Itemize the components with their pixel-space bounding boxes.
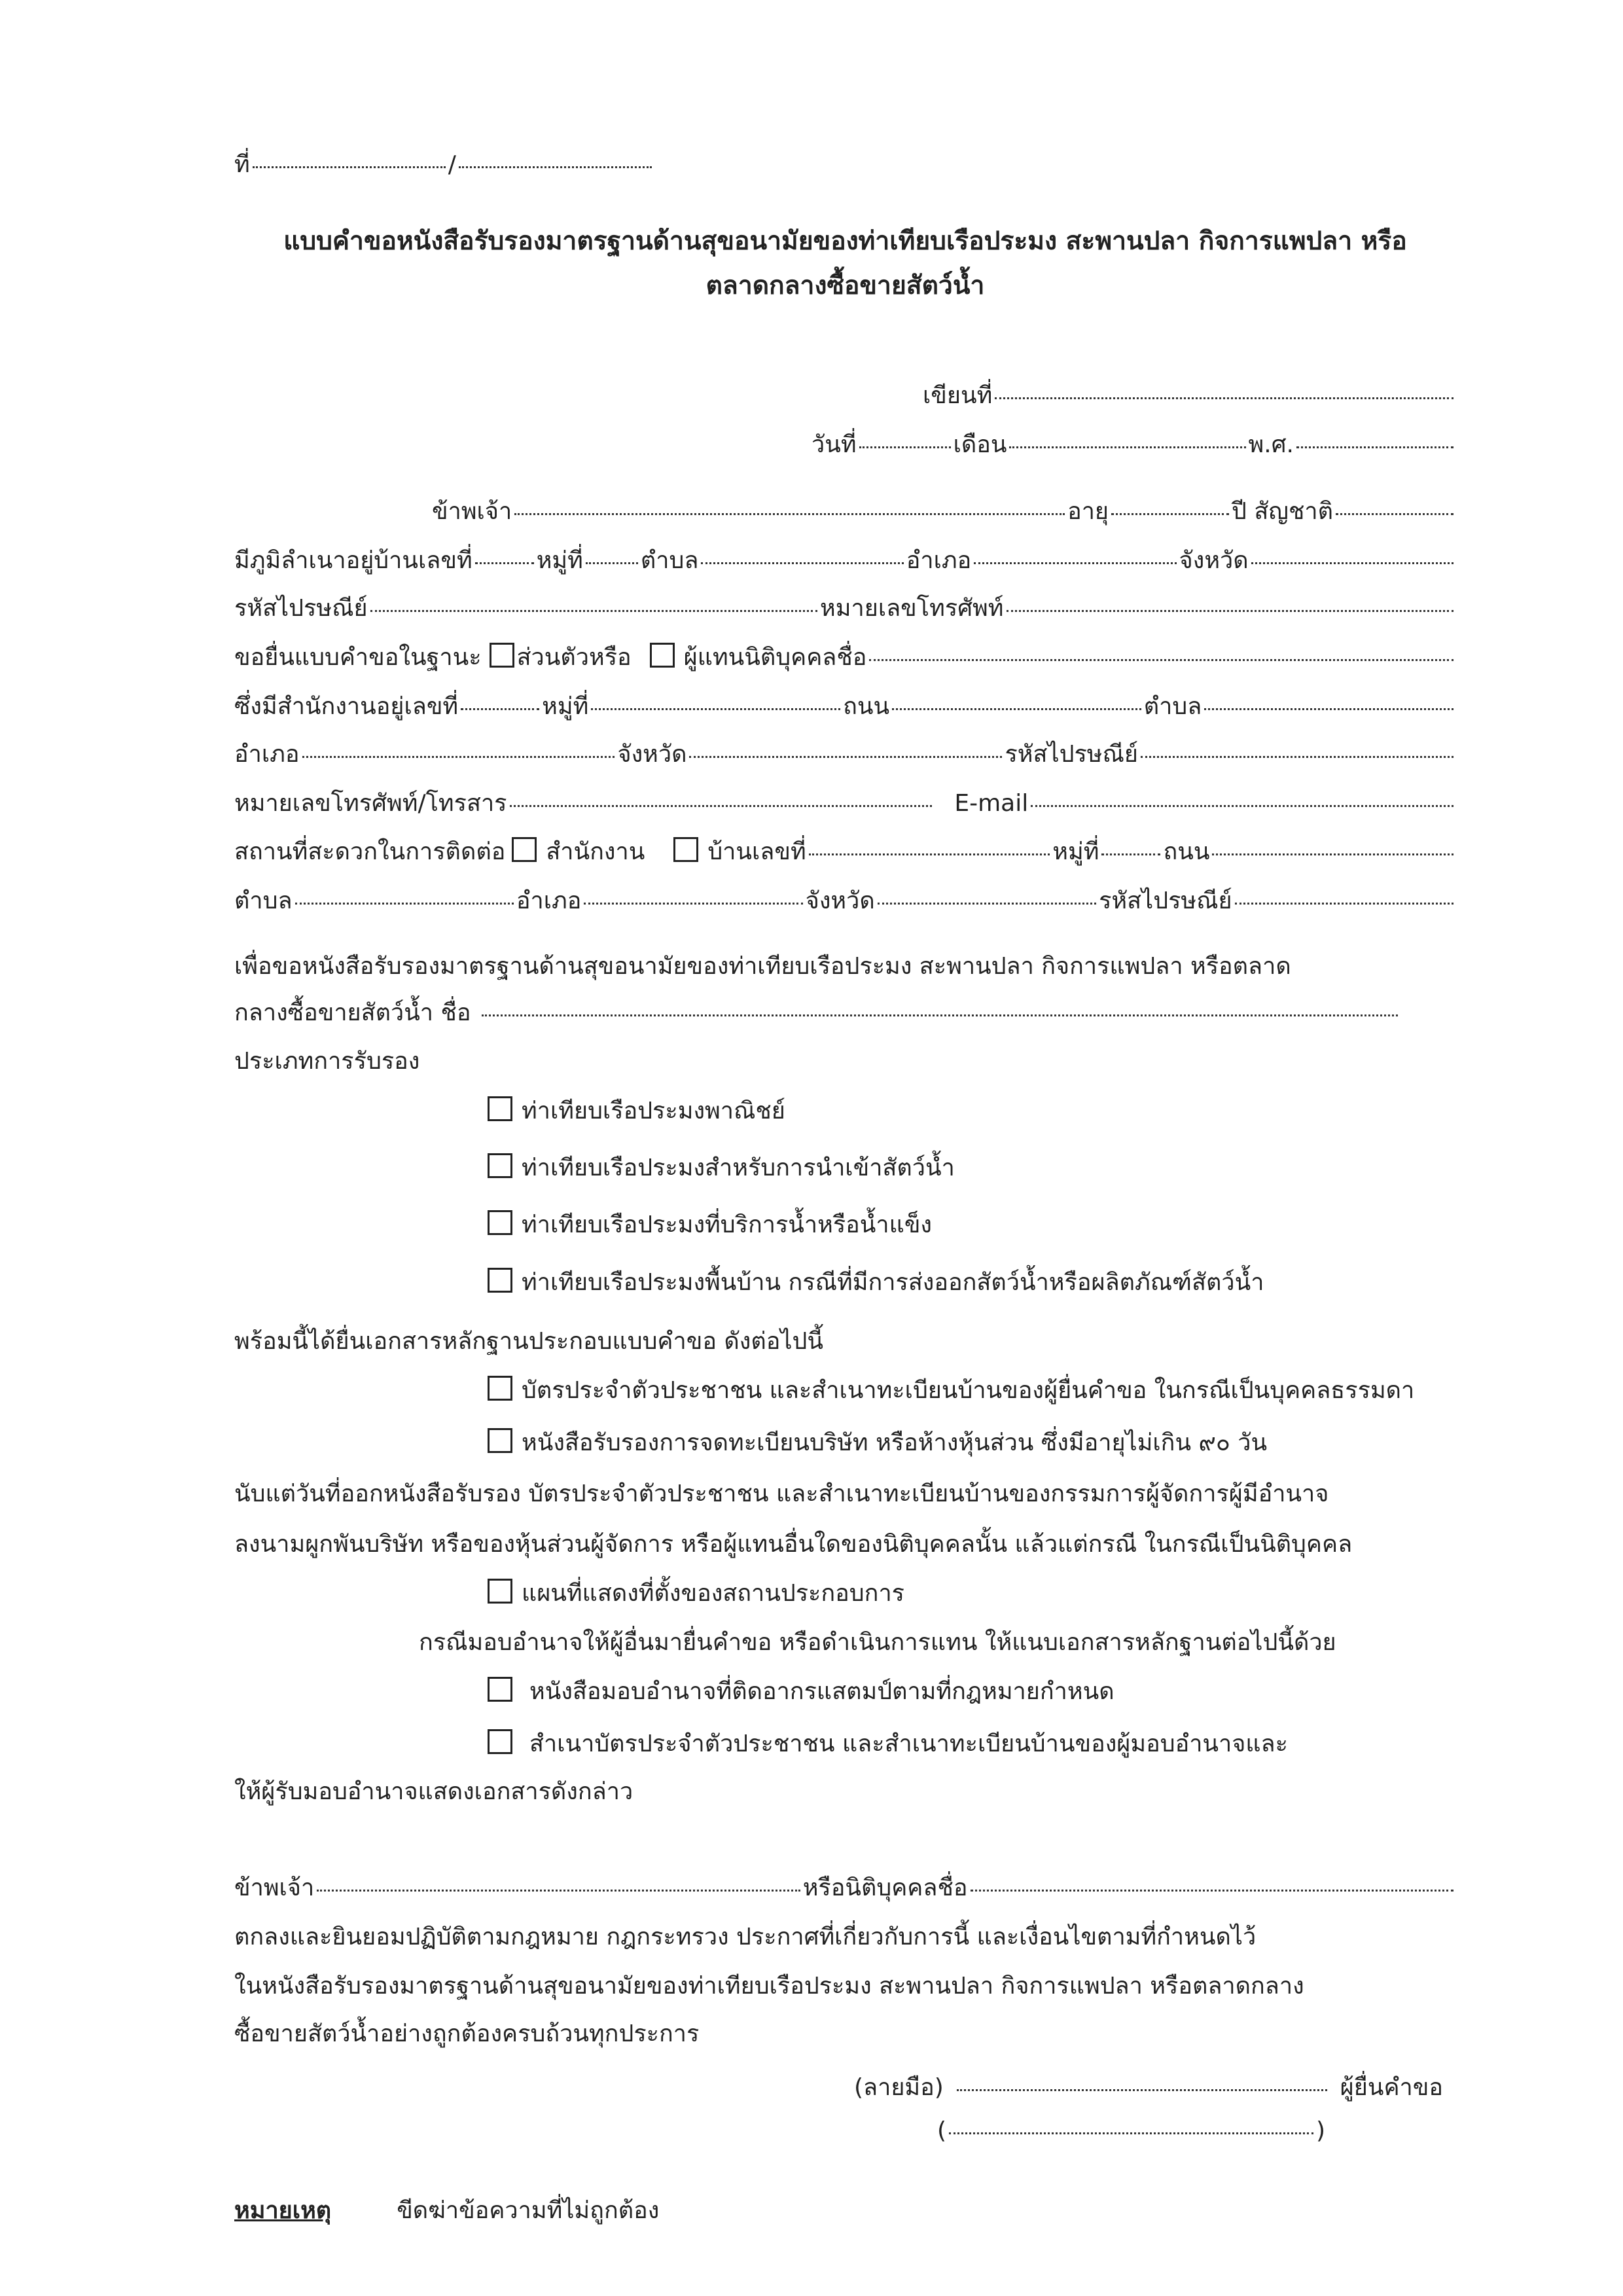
email-label: E-mail — [954, 790, 1029, 817]
ref-number-row — [234, 145, 654, 183]
capacity-row — [234, 638, 1456, 675]
declaration-line1: ตกลงและยินยอมปฏิบัติตามกฎหมาย กฎกระทรวง ประกาศที่เกี่ยวกับการนี้ และเงื่อนไขตามที่กำหนดไว้ — [234, 1924, 1257, 1950]
doc-id-card-checkbox[interactable] — [488, 1376, 512, 1401]
cert-water-ice-checkbox[interactable] — [488, 1210, 512, 1235]
form-title-line2: ตลาดกลางซื้อขายสัตว์น้ำ — [705, 271, 985, 300]
doc-proxy-letter-label: หนังสือมอบอำนาจที่ติดอากรแสตมป์ตามที่กฎหมายกำหนด — [529, 1678, 1115, 1705]
declaration-entity-field[interactable] — [971, 1890, 1454, 1892]
office-amphoe-label: อำเภอ — [234, 741, 300, 768]
cert-option-local — [488, 1263, 1456, 1300]
written-at-row — [923, 376, 1456, 414]
office-phone-field[interactable] — [510, 805, 933, 807]
printed-name-close-paren: ) — [1315, 2117, 1325, 2144]
domicile-tambon-field[interactable] — [701, 562, 903, 564]
ref-number-field[interactable] — [253, 166, 446, 168]
form-title-line1: แบบคำขอหนังสือรับรองมาตรฐานด้านสุขอนามัยของท่าเทียบเรือประมง สะพานปลา กิจการแพปลา หรือ — [283, 226, 1407, 256]
office-address-row — [234, 687, 1456, 725]
contact-road-field[interactable] — [1212, 853, 1454, 855]
applicant-postal-label: รหัสไปรษณีย์ — [234, 595, 368, 622]
personal-checkbox[interactable] — [490, 643, 514, 668]
purpose-line2-label: กลางซื้อขายสัตว์น้ำ ชื่อ — [234, 999, 471, 1026]
office-address-label: ซึ่งมีสำนักงานอยู่เลขที่ — [234, 693, 459, 720]
ref-year-field[interactable] — [459, 166, 652, 168]
personal-option-label: ส่วนตัวหรือ — [516, 644, 632, 671]
doc-company-checkbox[interactable] — [488, 1428, 512, 1453]
written-at-label: เขียนที่ — [923, 382, 993, 409]
documents-label: พร้อมนี้ได้ยื่นเอกสารหลักฐานประกอบแบบคำขอ ดังต่อไปนี้ — [234, 1328, 823, 1355]
applicant-phone-field[interactable] — [1007, 610, 1454, 612]
office-road-field[interactable] — [892, 708, 1141, 710]
applicant-name-label: ข้าพเจ้า — [432, 498, 512, 525]
office-postal-field[interactable] — [1141, 756, 1454, 758]
contact-amphoe-field[interactable] — [584, 903, 802, 905]
declaration-line2: ในหนังสือรับรองมาตรฐานด้านสุขอนามัยของท่าเทียบเรือประมง สะพานปลา กิจการแพปลา หรือตลาดกลาง — [234, 1973, 1304, 2000]
cert-water-ice-label: ท่าเทียบเรือประมงที่บริการน้ำหรือน้ำแข็ง — [522, 1211, 933, 1238]
contact-postal-field[interactable] — [1235, 903, 1454, 905]
office-contact-row — [234, 784, 1456, 821]
note-row — [234, 2191, 1456, 2229]
office-tambon-label: ตำบล — [1143, 693, 1202, 720]
office-province-field[interactable] — [689, 756, 1002, 758]
age-label: อายุ — [1067, 498, 1109, 525]
declaration-name-label: ข้าพเจ้า — [234, 1874, 315, 1901]
cert-import-label: ท่าเทียบเรือประมงสำหรับการนำเข้าสัตว์น้ำ — [522, 1155, 955, 1181]
doc-map-checkbox[interactable] — [488, 1579, 512, 1604]
doc-map-row — [488, 1574, 1456, 1611]
contact-house-label: บ้านเลขที่ — [707, 838, 806, 865]
contact-amphoe-label: อำเภอ — [516, 888, 582, 914]
office-phone-label: หมายเลขโทรศัพท์/โทรสาร — [234, 790, 507, 817]
declaration-line3: ซื้อขายสัตว์น้ำอย่างถูกต้องครบถ้วนทุกประการ — [234, 2020, 700, 2047]
office-province-label: จังหวัด — [617, 741, 687, 768]
note-text: ขีดฆ่าข้อความที่ไม่ถูกต้อง — [397, 2197, 660, 2224]
doc-proxy-id-row — [488, 1725, 1456, 1762]
cert-commercial-checkbox[interactable] — [488, 1096, 512, 1121]
cert-import-checkbox[interactable] — [488, 1153, 512, 1178]
doc-company-line2: นับแต่วันที่ออกหนังสือรับรอง บัตรประจำตัวประชาชน และสำเนาทะเบียนบ้านของกรรมการผู้จัดการผู้มีอำนาจ — [234, 1480, 1329, 1507]
contact-road-label: ถนน — [1163, 838, 1210, 865]
doc-proxy-letter-row — [488, 1672, 1456, 1710]
day-field[interactable] — [859, 446, 951, 448]
domicile-row — [234, 541, 1456, 579]
doc-company-line1: หนังสือรับรองการจดทะเบียนบริษัท หรือห้างหุ้นส่วน ซึ่งมีอายุไม่เกิน ๙๐ วัน — [522, 1429, 1268, 1456]
contact-house-number-field[interactable] — [809, 853, 1050, 855]
contact-district-row — [234, 882, 1456, 919]
applicant-phone-label: หมายเลขโทรศัพท์ — [820, 595, 1004, 622]
proxy-label: กรณีมอบอำนาจให้ผู้อื่นมายื่นคำขอ หรือดำเนินการแทน ให้แนบเอกสารหลักฐานต่อไปนี้ด้วย — [419, 1629, 1336, 1656]
contact-label: สถานที่สะดวกในการติดต่อ — [234, 838, 506, 865]
applicant-postal-field[interactable] — [370, 610, 817, 612]
cert-type-label: ประเภทการรับรอง — [234, 1048, 420, 1075]
applicant-name-row — [432, 492, 1456, 529]
cert-option-import — [488, 1149, 1456, 1186]
date-row — [812, 425, 1456, 463]
office-number-field[interactable] — [461, 708, 539, 710]
contact-office-checkbox[interactable] — [512, 837, 537, 862]
form-title — [234, 219, 1456, 308]
contact-row — [234, 833, 1456, 870]
contact-moo-label: หมู่ที่ — [1052, 838, 1099, 865]
contact-moo-field[interactable] — [1101, 853, 1160, 855]
domicile-moo-label: หมู่ที่ — [536, 547, 583, 574]
applicant-postal-row — [234, 589, 1456, 626]
office-moo-field[interactable] — [591, 708, 840, 710]
domicile-province-field[interactable] — [1251, 562, 1454, 564]
domicile-province-label: จังหวัด — [1179, 547, 1249, 574]
doc-map-label: แผนที่แสดงที่ตั้งของสถานประกอบการ — [522, 1580, 904, 1607]
cert-local-label: ท่าเทียบเรือประมงพื้นบ้าน กรณีที่มีการส่งออกสัตว์น้ำหรือผลิตภัณฑ์สัตว์น้ำ — [522, 1269, 1264, 1296]
domicile-amphoe-label: อำเภอ — [906, 547, 972, 574]
capacity-label: ขอยื่นแบบคำขอในฐานะ — [234, 644, 482, 671]
office-road-label: ถนน — [843, 693, 890, 720]
domicile-label: มีภูมิลำเนาอยู่บ้านเลขที่ — [234, 547, 473, 574]
declaration-name-field[interactable] — [317, 1890, 800, 1892]
email-field[interactable] — [1031, 805, 1454, 807]
cert-local-checkbox[interactable] — [488, 1268, 512, 1293]
doc-company-line3: ลงนามผูกพันบริษัท หรือของหุ้นส่วนผู้จัดการ หรือผู้แทนอื่นใดของนิติบุคคลนั้น แล้วแต่กรณี ในกรณีเป็นนิติบุคคล — [234, 1531, 1353, 1558]
month-label: เดือน — [953, 431, 1007, 458]
cert-commercial-label: ท่าเทียบเรือประมงพาณิชย์ — [522, 1098, 785, 1124]
contact-house-checkbox[interactable] — [673, 837, 698, 862]
day-label: วันที่ — [812, 431, 857, 458]
office-amphoe-field[interactable] — [302, 756, 615, 758]
declaration-entity-label: หรือนิติบุคคลชื่อ — [802, 1874, 968, 1901]
applicant-name-field[interactable] — [514, 513, 1065, 515]
year-field[interactable] — [1296, 446, 1454, 448]
office-district-row — [234, 735, 1456, 772]
year-label: พ.ศ. — [1248, 431, 1294, 458]
note-label: หมายเหตุ — [234, 2197, 332, 2224]
written-at-field[interactable] — [995, 397, 1454, 399]
office-tambon-field[interactable] — [1204, 708, 1454, 710]
doc-proxy-id-line2: ให้ผู้รับมอบอำนาจแสดงเอกสารดังกล่าว — [234, 1778, 633, 1805]
nationality-field[interactable] — [1336, 513, 1454, 515]
doc-proxy-id-line1: สำเนาบัตรประจำตัวประชาชน และสำเนาทะเบียนบ้านของผู้มอบอำนาจและ — [529, 1731, 1288, 1757]
signature-row — [854, 2068, 1443, 2106]
purpose-line1: เพื่อขอหนังสือรับรองมาตรฐานด้านสุขอนามัยของท่าเทียบเรือประมง สะพานปลา กิจการแพปลา หรือตลาด — [234, 953, 1291, 980]
signature-role-label: ผู้ยื่นคำขอ — [1340, 2074, 1443, 2101]
doc-company-row — [488, 1424, 1456, 1461]
domicile-moo-field[interactable] — [586, 562, 638, 564]
doc-proxy-letter-checkbox[interactable] — [488, 1677, 512, 1702]
declaration-name-row — [234, 1869, 1456, 1906]
doc-id-card-row — [488, 1371, 1456, 1408]
signature-field[interactable] — [957, 2089, 1327, 2091]
month-field[interactable] — [1009, 446, 1245, 448]
printed-name-open-paren: ( — [937, 2117, 947, 2144]
cert-option-water-ice — [488, 1206, 1456, 1243]
printed-name-row — [937, 2117, 1325, 2144]
cert-option-commercial — [488, 1092, 1456, 1129]
contact-province-label: จังหวัด — [805, 888, 875, 914]
representative-checkbox[interactable] — [650, 643, 675, 668]
facility-name-field[interactable] — [482, 1014, 1398, 1016]
representative-option-label: ผู้แทนนิติบุคคลชื่อ — [683, 644, 867, 671]
contact-office-label: สำนักงาน — [546, 838, 645, 865]
printed-name-field[interactable] — [949, 2132, 1313, 2134]
doc-proxy-id-checkbox[interactable] — [488, 1729, 512, 1754]
doc-id-card-label: บัตรประจำตัวประชาชน และสำเนาทะเบียนบ้านของผู้ยื่นคำขอ ในกรณีเป็นบุคคลธรรมดา — [522, 1377, 1415, 1404]
purpose-name-row — [234, 994, 1400, 1031]
office-moo-label: หมู่ที่ — [542, 693, 589, 720]
contact-tambon-label: ตำบล — [234, 888, 293, 914]
domicile-number-field[interactable] — [475, 562, 534, 564]
domicile-amphoe-field[interactable] — [974, 562, 1176, 564]
domicile-tambon-label: ตำบล — [640, 547, 699, 574]
ref-number-label: ที่ — [234, 151, 250, 178]
nationality-label: ปี สัญชาติ — [1232, 498, 1333, 525]
contact-province-field[interactable] — [878, 903, 1096, 905]
age-field[interactable] — [1111, 513, 1229, 515]
ref-separator: / — [448, 151, 456, 178]
signature-label: (ลายมือ) — [854, 2074, 944, 2101]
contact-postal-label: รหัสไปรษณีย์ — [1099, 888, 1232, 914]
office-postal-label: รหัสไปรษณีย์ — [1005, 741, 1139, 768]
entity-name-field[interactable] — [869, 659, 1454, 661]
contact-tambon-field[interactable] — [295, 903, 514, 905]
